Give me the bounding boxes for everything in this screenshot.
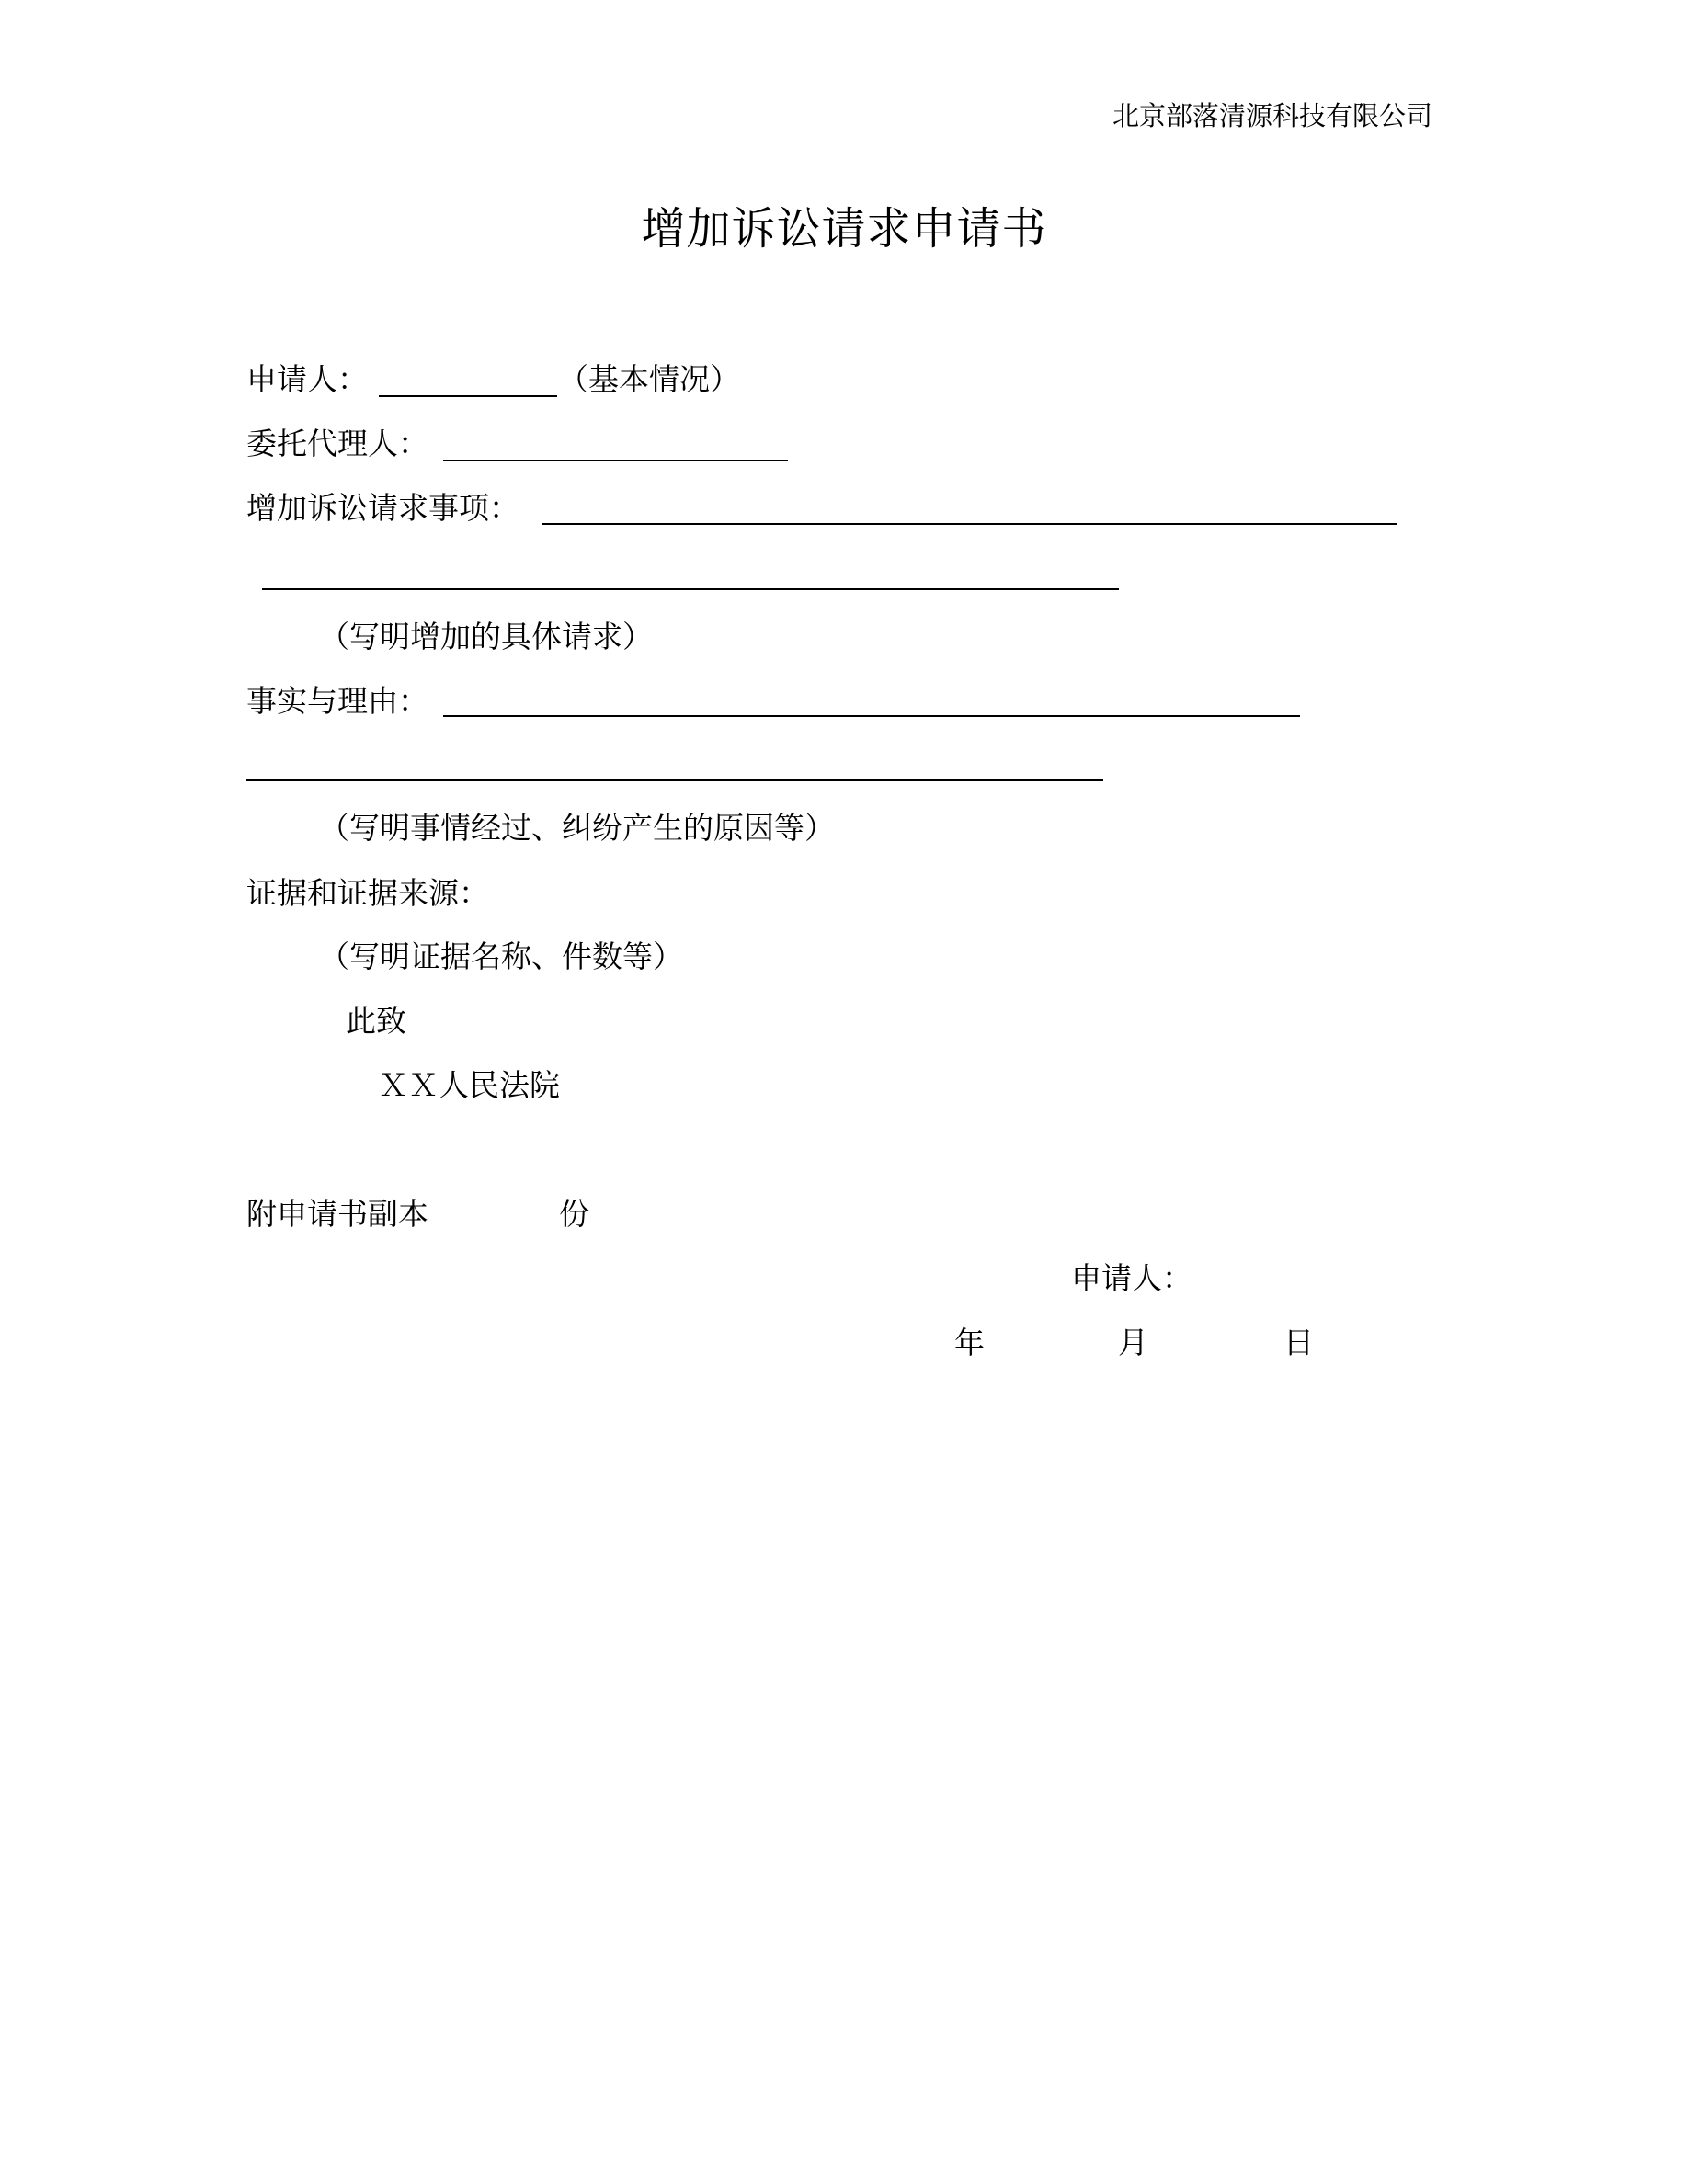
claim-hint: （写明增加的具体请求） [319, 619, 653, 654]
facts-hint: （写明事情经过、纠纷产生的原因等） [319, 810, 835, 846]
date-year-label: 年 [954, 1325, 985, 1360]
applicant-fill-line [379, 395, 557, 397]
facts-fill-line-2 [246, 779, 1103, 781]
facts-label: 事实与理由： [246, 683, 428, 719]
date-day-label: 日 [1283, 1325, 1314, 1360]
salutation: 此致 [346, 1003, 406, 1039]
agent-label: 委托代理人： [246, 426, 428, 461]
attachment-label: 附申请书副本 [246, 1196, 428, 1232]
applicant-hint: （基本情况） [558, 361, 740, 397]
signature-label: 申请人： [1071, 1260, 1192, 1296]
evidence-label: 证据和证据来源： [246, 875, 489, 911]
claim-fill-line-1 [542, 523, 1397, 525]
document-title: 增加诉讼请求申请书 [641, 203, 1047, 255]
applicant-label: 申请人： [246, 361, 368, 397]
company-name: 北京部落清源科技有限公司 [1112, 100, 1432, 131]
claim-label: 增加诉讼请求事项： [246, 490, 519, 526]
claim-fill-line-2 [262, 588, 1119, 590]
date-month-label: 月 [1118, 1325, 1148, 1360]
agent-fill-line [443, 460, 788, 461]
evidence-hint: （写明证据名称、件数等） [319, 938, 683, 974]
court-name: ＸＸ人民法院 [378, 1067, 560, 1103]
copies-unit: 份 [559, 1196, 589, 1232]
facts-fill-line-1 [443, 715, 1300, 717]
